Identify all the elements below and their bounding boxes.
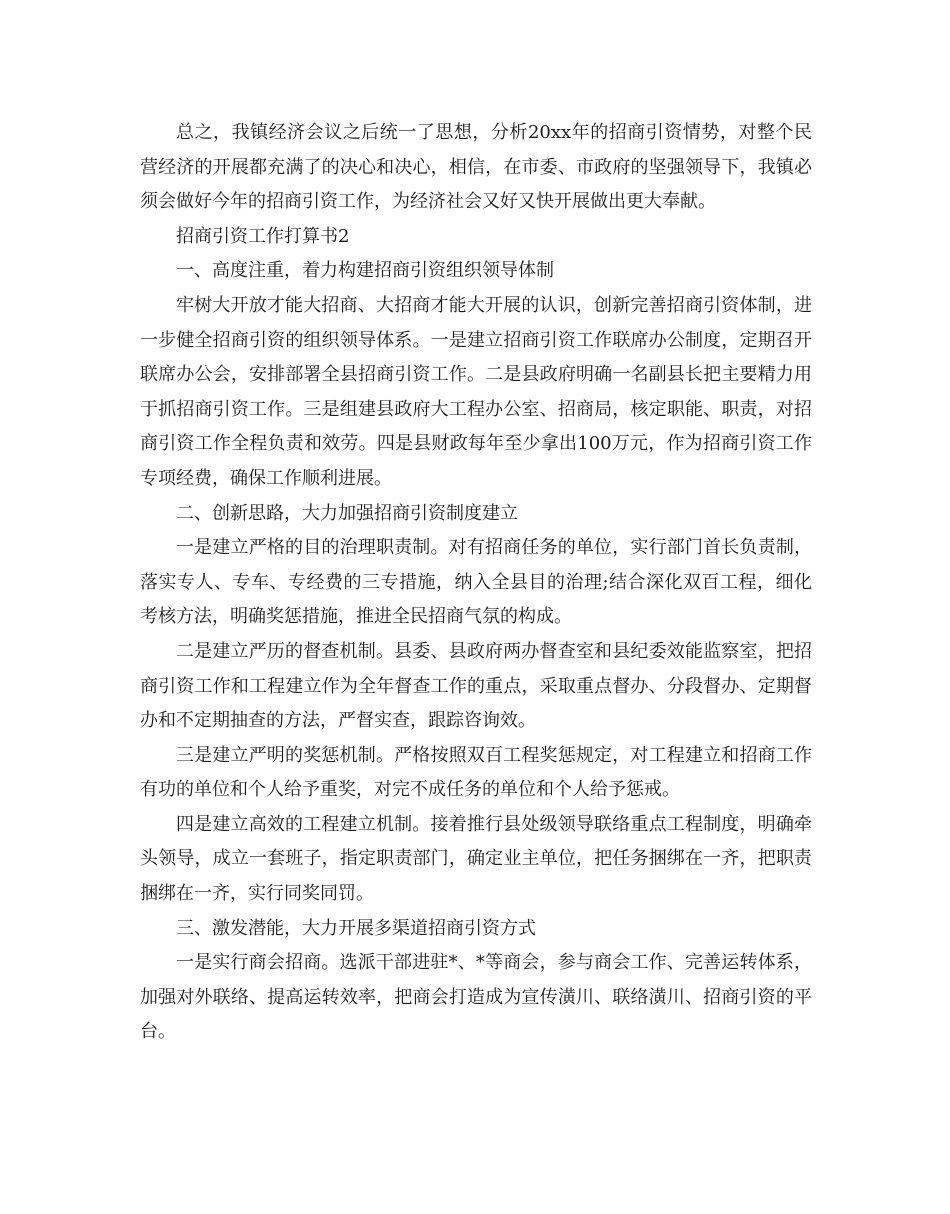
- paragraph-summary: 总之，我镇经济会议之后统一了思想，分析20xx年的招商引资情势，对整个民营经济的开展都充满了的决心和决心，相信，在市委、市政府的坚强领导下，我镇必须会做好今年的招商引资工作，为经济社会又好又快开展做出更大奉献。: [140, 122, 812, 213]
- paragraph-chamber-investment: 一是实行商会招商。选派干部进驻*、*等商会，参与商会工作、完善运转体系，加强对外联络、提高运转效率，把商会打造成为宣传潢川、联络潢川、招商引资的平台。: [140, 952, 812, 1043]
- paragraph-reward-mechanism: 三是建立严明的奖惩机制。严格按照双百工程奖惩规定，对工程建立和招商工作有功的单位和个人给予重奖，对完不成任务的单位和个人给予惩戒。: [140, 744, 812, 801]
- heading-part-3: 三、激发潜能，大力开展多渠道招商引资方式: [176, 917, 536, 939]
- heading-part-1: 一、高度注重，着力构建招商引资组织领导体制: [176, 260, 554, 282]
- paragraph-project-mechanism: 四是建立高效的工程建立机制。接着推行县处级领导联络重点工程制度，明确牵头领导，成立一套班子，指定职责部门，确定业主单位，把任务捆绑在一齐，把职责捆绑在一齐，实行同奖同罚。: [140, 813, 812, 905]
- paragraph-target-responsibility: 一是建立严格的目的治理职责制。对有招商任务的单位，实行部门首长负责制，落实专人、专车、专经费的三专措施，纳入全县目的治理;结合深化双百工程，细化考核方法，明确奖惩措施，推进全民招商气氛的构成。: [140, 537, 812, 628]
- paragraph-supervision-mechanism: 二是建立严历的督查机制。县委、县政府两办督查室和县纪委效能监察室，把招商引资工作和工程建立作为全年督查工作的重点，采取重点督办、分段督办、定期督办和不定期抽查的方法，严督实查，跟踪咨询效。: [140, 640, 812, 732]
- heading-part-2: 二、创新思路，大力加强招商引资制度建立: [176, 502, 518, 524]
- paragraph-leadership-system: 牢树大开放才能大招商、大招商才能大开展的认识，创新完善招商引资体制，进一步健全招商引资的组织领导体系。一是建立招商引资工作联席办公制度，定期召开联席办公会，安排部署全县招商引资工作。二是县政府明确一名副县长把主要精力用于抓招商引资工作。三是组建县政府大工程办公室、招商局，核定职能、职责，对招商引资工作全程负责和效劳。四是县财政每年至少拿出100万元，作为招商引资工作专项经费，确保工作顺利进展。: [140, 294, 812, 489]
- document-body: [140, 116, 812, 1050]
- section-title-plan-2: 招商引资工作打算书2: [176, 225, 350, 247]
